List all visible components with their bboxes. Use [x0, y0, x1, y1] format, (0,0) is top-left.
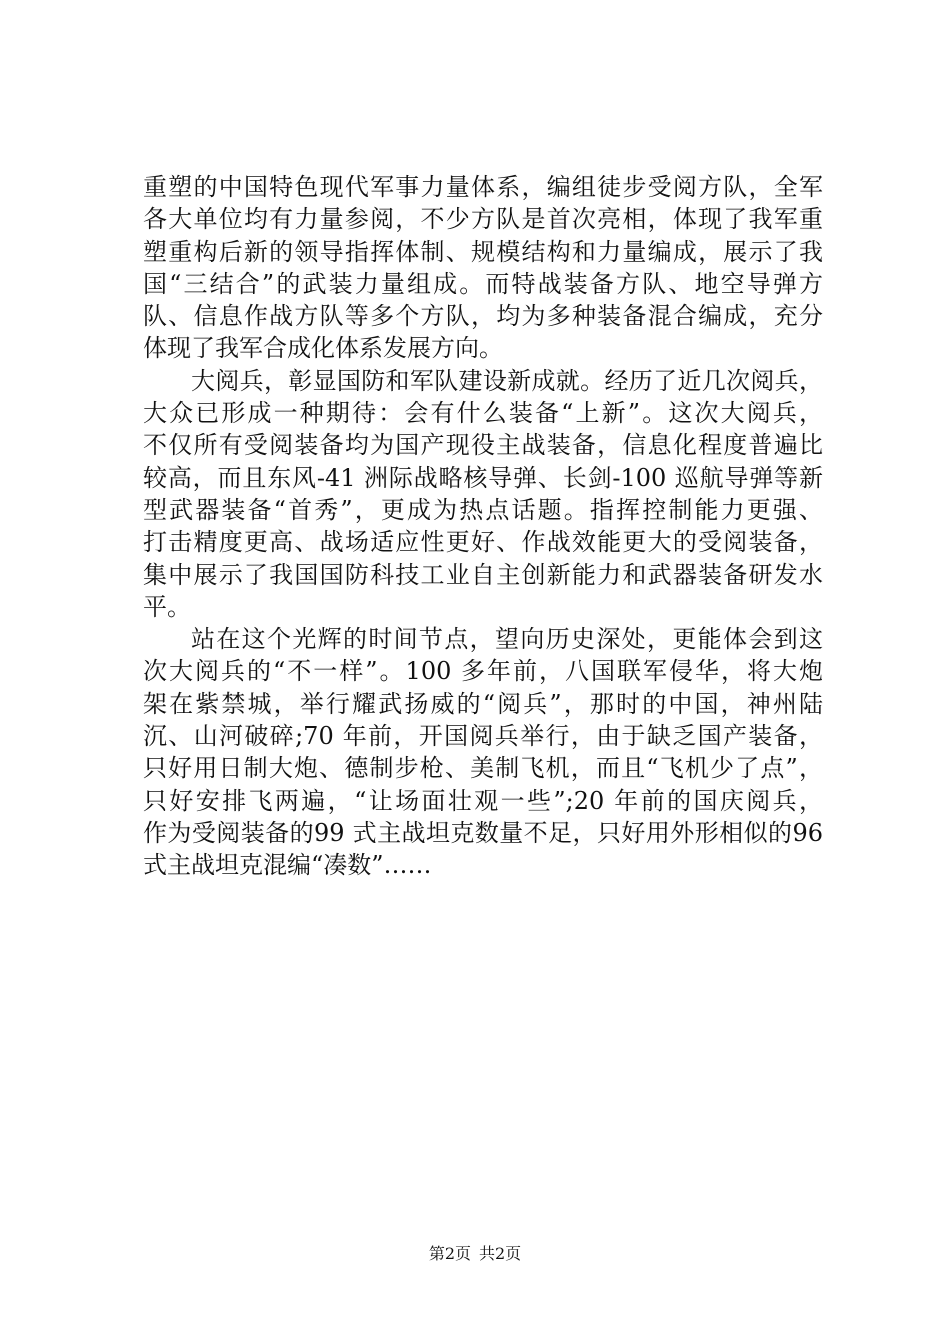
text-line: 塑重构后新的领导指挥体制、规模结构和力量编成，展示了我 — [143, 237, 823, 266]
text-line: 队、信息作战方队等多个方队，均为多种装备混合编成，充分 — [143, 302, 823, 331]
text-line: 集中展示了我国国防科技工业自主创新能力和武器装备研发水 — [143, 560, 823, 589]
document-body — [143, 171, 823, 882]
text-line: 式主战坦克混编“凑数”…… — [143, 851, 432, 880]
text-line: 作为受阅装备的99 式主战坦克数量不足，只好用外形相似的96 — [143, 818, 823, 847]
text-line: 沉、山河破碎;70 年前，开国阅兵举行，由于缺乏国产装备， — [143, 722, 823, 751]
text-line: 打击精度更高、战场适应性更好、作战效能更大的受阅装备， — [143, 528, 823, 557]
text-line: 重塑的中国特色现代军事力量体系，编组徒步受阅方队，全军 — [143, 173, 823, 201]
page-total: 共2页 — [479, 1244, 522, 1263]
text-line: 体现了我军合成化体系发展方向。 — [143, 334, 503, 363]
text-line: 只好安排飞两遍，“让场面壮观一些”;20 年前的国庆阅兵， — [143, 786, 823, 815]
text-line: 型武器装备“首秀”，更成为热点话题。指挥控制能力更强、 — [143, 495, 823, 524]
paragraph-first-line: 站在这个光辉的时间节点，望向历史深处，更能体会到这 — [191, 625, 823, 654]
page-footer — [0, 1243, 950, 1265]
text-line: 大众已形成一种期待：会有什么装备“上新”。这次大阅兵， — [143, 399, 823, 428]
text-line: 只好用日制大炮、德制步枪、美制飞机，而且“飞机少了点”， — [143, 754, 823, 783]
text-line: 不仅所有受阅装备均为国产现役主战装备，信息化程度普遍比 — [143, 431, 823, 460]
text-line: 较高，而且东风-41 洲际战略核导弹、长剑-100 巡航导弹等新 — [143, 463, 823, 492]
text-line: 各大单位均有力量参阅，不少方队是首次亮相，体现了我军重 — [143, 205, 823, 234]
text-line: 国“三结合”的武装力量组成。而特战装备方队、地空导弹方 — [143, 269, 823, 298]
text-line: 平。 — [143, 592, 191, 621]
text-line: 次大阅兵的“不一样”。100 多年前，八国联军侵华，将大炮 — [143, 657, 823, 686]
paragraph-first-line: 大阅兵，彰显国防和军队建设新成就。经历了近几次阅兵， — [191, 366, 823, 395]
page-number: 第2页 — [428, 1244, 471, 1263]
text-line: 架在紫禁城，举行耀武扬威的“阅兵”，那时的中国，神州陆 — [143, 689, 823, 718]
